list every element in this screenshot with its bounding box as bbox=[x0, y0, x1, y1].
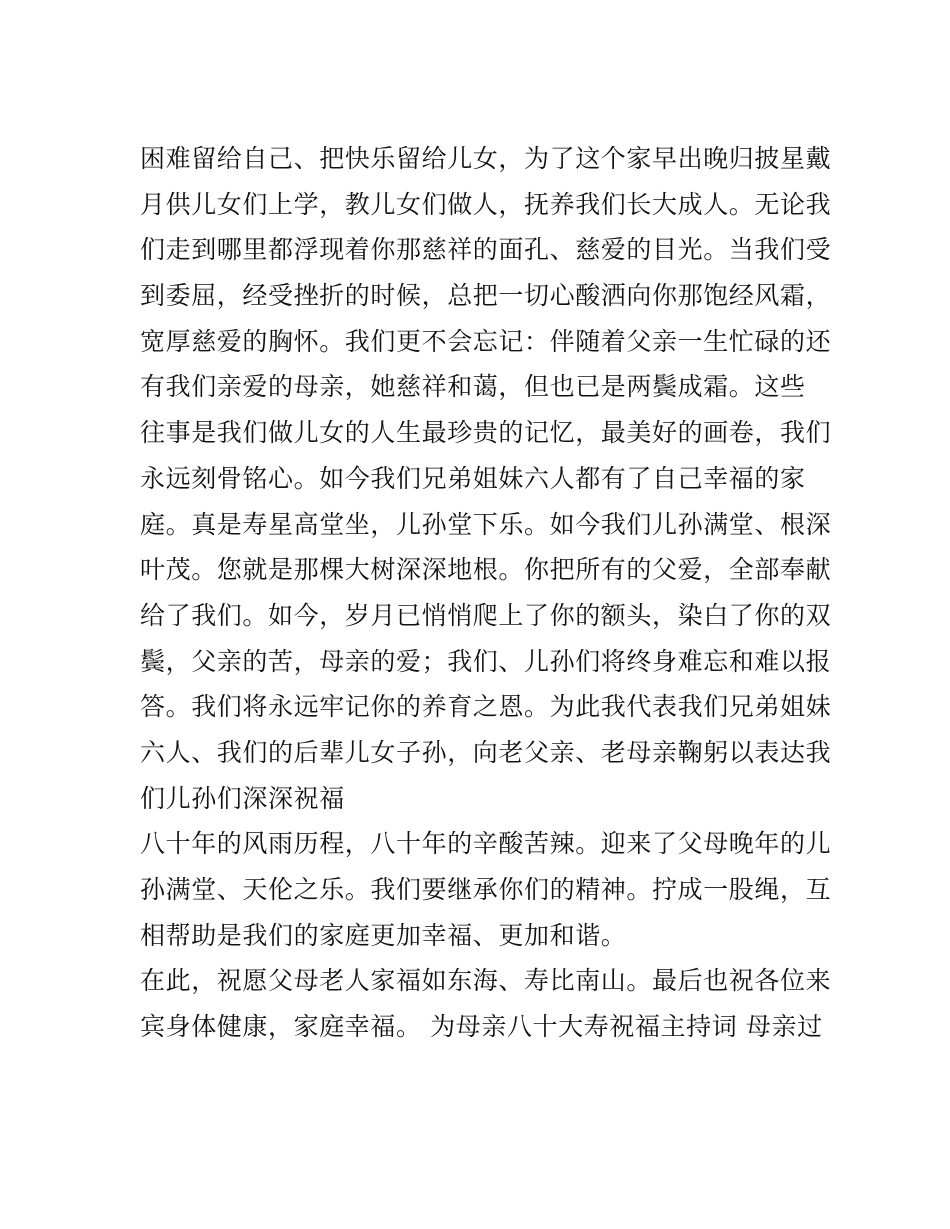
text-line: 孙满堂、天伦之乐。我们要继承你们的精神。拧成一股绳，互 bbox=[140, 875, 832, 904]
text-line: 在此，祝愿父母老人家福如东海、寿比南山。最后也祝各位来 bbox=[140, 966, 832, 996]
text-line: 叶茂。您就是那棵大树深深地根。你把所有的父爱，全部奉献 bbox=[140, 555, 832, 585]
text-line: 宾身体健康，家庭幸福。 为母亲八十大寿祝福主持词 母亲过 bbox=[140, 1012, 823, 1042]
text-line: 六人、我们的后辈儿女子孙，向老父亲、老母亲鞠躬以表达我 bbox=[140, 737, 832, 767]
text-line: 困难留给自己、把快乐留给儿女，为了这个家早出晚归披星戴 bbox=[140, 144, 832, 173]
text-line: 宽厚慈爱的胸怀。我们更不会忘记：伴随着父亲一生忙碌的还 bbox=[140, 326, 832, 356]
text-line: 永远刻骨铭心。如今我们兄弟姐妹六人都有了自己幸福的家 bbox=[140, 463, 806, 493]
text-line: 们走到哪里都浮现着你那慈祥的面孔、慈爱的目光。当我们受 bbox=[140, 235, 832, 265]
text-line: 答。我们将永远牢记你的养育之恩。为此我代表我们兄弟姐妹 bbox=[140, 692, 832, 722]
text-line: 鬓，父亲的苦，母亲的爱；我们、儿孙们将终身难忘和难以报 bbox=[140, 646, 832, 676]
body-text bbox=[140, 136, 832, 1050]
text-line: 庭。真是寿星高堂坐，儿孙堂下乐。如今我们儿孙满堂、根深 bbox=[140, 509, 832, 539]
text-line: 月供儿女们上学，教儿女们做人，抚养我们长大成人。无论我 bbox=[140, 189, 832, 219]
text-line: 们儿孙们深深祝福 bbox=[140, 783, 345, 813]
text-line: 有我们亲爱的母亲，她慈祥和蔼，但也已是两鬓成霜。这些 bbox=[140, 372, 806, 402]
text-line: 到委屈，经受挫折的时候，总把一切心酸洒向你那饱经风霜， bbox=[140, 281, 832, 311]
text-line: 往事是我们做儿女的人生最珍贵的记忆，最美好的画卷，我们 bbox=[140, 418, 832, 448]
text-line: 给了我们。如今，岁月已悄悄爬上了你的额头，染白了你的双 bbox=[140, 600, 832, 630]
text-line: 相帮助是我们的家庭更加幸福、更加和谐。 bbox=[140, 920, 627, 950]
text-line: 八十年的风雨历程，八十年的辛酸苦辣。迎来了父母晚年的儿 bbox=[140, 829, 832, 859]
